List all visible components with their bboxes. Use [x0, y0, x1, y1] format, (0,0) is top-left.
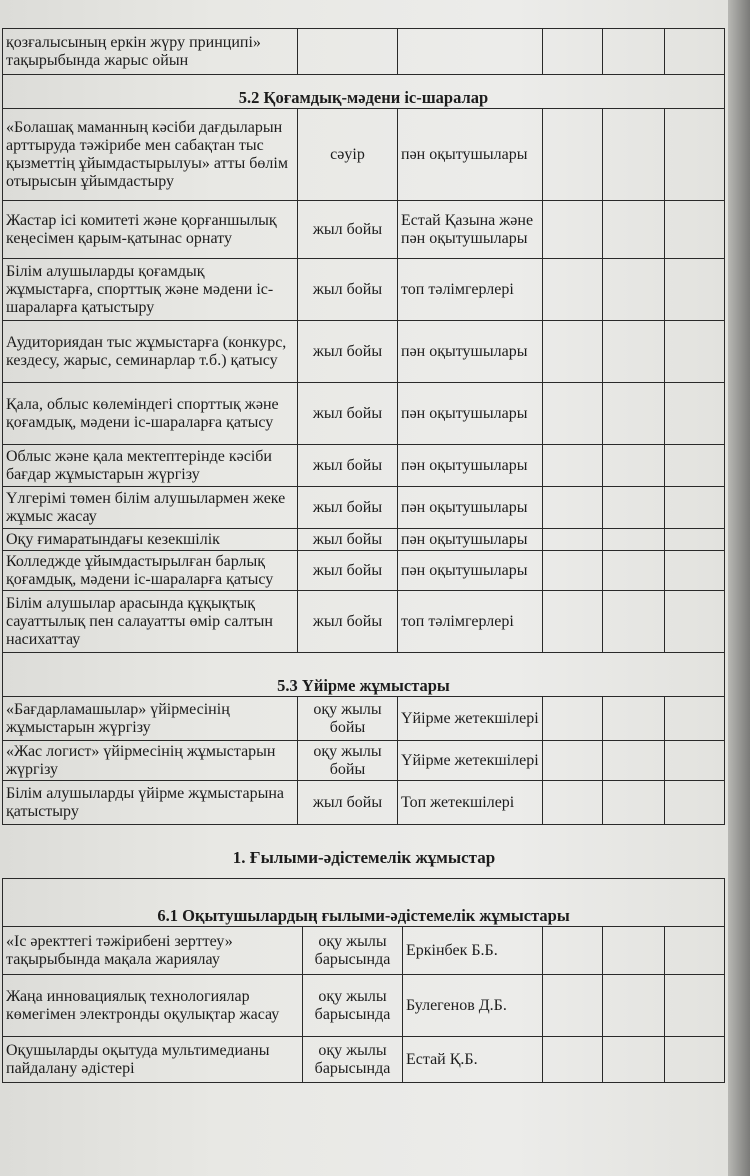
- responsible-cell: Естай Қ.Б.: [403, 1037, 543, 1083]
- empty-cell: [665, 927, 725, 975]
- empty-cell: [543, 975, 603, 1037]
- time-cell: жыл бойы: [298, 259, 398, 321]
- empty-cell: [543, 109, 603, 201]
- empty-cell: [603, 551, 665, 591]
- chapter-title: 1. Ғылыми-әдістемелік жұмыстар: [232, 848, 496, 867]
- empty-cell: [543, 927, 603, 975]
- empty-cell: [603, 529, 665, 551]
- time-cell: оқу жылы барысында: [303, 975, 403, 1037]
- activity-cell: Оқу ғимаратындағы кезекшілік: [3, 529, 298, 551]
- activity-cell: Колледжде ұйымдастырылған барлық қоғамдық, мәдени іс-шараларға қатысу: [3, 551, 298, 591]
- empty-cell: [603, 697, 665, 741]
- page-edge-shadow: [728, 0, 750, 1176]
- activity-cell: «Іс әректтегі тәжірибені зерттеу» тақырыбында мақала жариялау: [3, 927, 303, 975]
- empty-cell: [665, 551, 725, 591]
- time-cell: оқу жылы барысында: [303, 1037, 403, 1083]
- responsible-cell: пән оқытушылары: [398, 551, 543, 591]
- table-row: [3, 487, 725, 529]
- responsible-cell: пән оқытушылары: [398, 383, 543, 445]
- methodology-table: [2, 878, 725, 1083]
- empty-cell: [603, 741, 665, 781]
- empty-cell: [543, 697, 603, 741]
- empty-cell: [543, 591, 603, 653]
- empty-cell: [665, 487, 725, 529]
- table-row: [3, 1037, 725, 1083]
- activity-cell: Қала, облыс көлеміндегі спорттық және қоғамдық, мәдени іс-шараларға қатысу: [3, 383, 298, 445]
- empty-cell: [665, 697, 725, 741]
- time-cell: жыл бойы: [298, 487, 398, 529]
- section-header-6-1: [3, 879, 725, 927]
- section-title: 6.1 Оқытушылардың ғылыми-әдістемелік жұмыстары: [3, 879, 725, 927]
- table-row: [3, 551, 725, 591]
- table-row: [3, 29, 725, 75]
- table-row: [3, 741, 725, 781]
- empty-cell: [665, 781, 725, 825]
- section-header-5-3: [3, 653, 725, 697]
- responsible-cell: пән оқытушылары: [398, 529, 543, 551]
- empty-cell: [665, 1037, 725, 1083]
- empty-cell: [665, 321, 725, 383]
- table-row: [3, 201, 725, 259]
- responsible-cell: топ тәлімгерлері: [398, 259, 543, 321]
- time-cell: жыл бойы: [298, 551, 398, 591]
- empty-cell: [665, 383, 725, 445]
- empty-cell: [665, 975, 725, 1037]
- activity-cell: Аудиториядан тыс жұмыстарға (конкурс, кездесу, жарыс, семинарлар т.б.) қатысу: [3, 321, 298, 383]
- table-row: [3, 591, 725, 653]
- empty-cell: [543, 383, 603, 445]
- empty-cell: [543, 445, 603, 487]
- table-row: [3, 927, 725, 975]
- empty-cell: [543, 781, 603, 825]
- empty-cell: [543, 1037, 603, 1083]
- empty-cell: [603, 927, 665, 975]
- empty-cell: [665, 529, 725, 551]
- table-row: [3, 259, 725, 321]
- empty-cell: [543, 201, 603, 259]
- empty-cell: [298, 29, 398, 75]
- empty-cell: [603, 259, 665, 321]
- responsible-cell: Үйірме жетекшілері: [398, 697, 543, 741]
- empty-cell: [603, 29, 665, 75]
- responsible-cell: Естай Қазына және пән оқытушылары: [398, 201, 543, 259]
- table-row: [3, 697, 725, 741]
- responsible-cell: Үйірме жетекшілері: [398, 741, 543, 781]
- section-title: 5.2 Қоғамдық-мәдени іс-шаралар: [3, 75, 725, 109]
- activity-cell: Білім алушылар арасында құқықтық сауаттылық пен салауатты өмір салтын насихаттау: [3, 591, 298, 653]
- empty-cell: [603, 383, 665, 445]
- empty-cell: [665, 445, 725, 487]
- activity-cell: Үлгерімі төмен білім алушылармен жеке жұмыс жасау: [3, 487, 298, 529]
- time-cell: оқу жылы барысында: [303, 927, 403, 975]
- table-row: [3, 383, 725, 445]
- responsible-cell: Еркінбек Б.Б.: [403, 927, 543, 975]
- time-cell: жыл бойы: [298, 201, 398, 259]
- time-cell: жыл бойы: [298, 321, 398, 383]
- table-row: [3, 529, 725, 551]
- table-row: [3, 321, 725, 383]
- responsible-cell: Булегенов Д.Б.: [403, 975, 543, 1037]
- empty-cell: [543, 487, 603, 529]
- section-header-5-2: [3, 75, 725, 109]
- section-title: 5.3 Үйірме жұмыстары: [3, 653, 725, 697]
- time-cell: жыл бойы: [298, 383, 398, 445]
- empty-cell: [603, 201, 665, 259]
- time-cell: сәуір: [298, 109, 398, 201]
- empty-cell: [603, 781, 665, 825]
- activity-cell: «Бағдарламашылар» үйірмесінің жұмыстарын жүргізу: [3, 697, 298, 741]
- empty-cell: [603, 109, 665, 201]
- activity-cell: Облыс және қала мектептерінде кәсіби бағдар жұмыстарын жүргізу: [3, 445, 298, 487]
- responsible-cell: Топ жетекшілері: [398, 781, 543, 825]
- empty-cell: [665, 259, 725, 321]
- empty-cell: [603, 975, 665, 1037]
- empty-cell: [603, 445, 665, 487]
- empty-cell: [543, 551, 603, 591]
- activity-cell: «Жас логист» үйірмесінің жұмыстарын жүргізу: [3, 741, 298, 781]
- time-cell: оқу жылы бойы: [298, 741, 398, 781]
- empty-cell: [603, 487, 665, 529]
- activity-cell: Оқушыларды оқытуда мультимедианы пайдалану әдістері: [3, 1037, 303, 1083]
- activity-cell: Жастар ісі комитеті және қорғаншылық кеңесімен қарым-қатынас орнату: [3, 201, 298, 259]
- table-row: [3, 781, 725, 825]
- empty-cell: [665, 29, 725, 75]
- empty-cell: [398, 29, 543, 75]
- time-cell: жыл бойы: [298, 529, 398, 551]
- empty-cell: [543, 321, 603, 383]
- activity-cell: «Болашақ маманның кәсіби дағдыларын арттыруда тәжірибе мен сабақтан тыс қызметтің ұйымдастырылуы» атты бөлім отырысын ұйымдастыру: [3, 109, 298, 201]
- empty-cell: [665, 591, 725, 653]
- table-row: [3, 445, 725, 487]
- responsible-cell: пән оқытушылары: [398, 445, 543, 487]
- activity-cell: Білім алушыларды қоғамдық жұмыстарға, спорттық және мәдени іс-шараларға қатыстыру: [3, 259, 298, 321]
- time-cell: жыл бойы: [298, 591, 398, 653]
- table-row: [3, 975, 725, 1037]
- empty-cell: [543, 529, 603, 551]
- activity-cell: қозғалысының еркін жүру принципі» тақырыбында жарыс ойын: [3, 29, 298, 75]
- responsible-cell: пән оқытушылары: [398, 321, 543, 383]
- time-cell: жыл бойы: [298, 781, 398, 825]
- activity-cell: Білім алушыларды үйірме жұмыстарына қатыстыру: [3, 781, 298, 825]
- responsible-cell: пән оқытушылары: [398, 109, 543, 201]
- empty-cell: [603, 1037, 665, 1083]
- empty-cell: [543, 29, 603, 75]
- empty-cell: [543, 259, 603, 321]
- activity-cell: Жаңа инновациялық технологиялар көмегімен электронды оқулықтар жасау: [3, 975, 303, 1037]
- table-row: [3, 109, 725, 201]
- empty-cell: [665, 741, 725, 781]
- empty-cell: [543, 741, 603, 781]
- empty-cell: [603, 591, 665, 653]
- time-cell: оқу жылы бойы: [298, 697, 398, 741]
- empty-cell: [665, 109, 725, 201]
- empty-cell: [665, 201, 725, 259]
- responsible-cell: топ тәлімгерлері: [398, 591, 543, 653]
- responsible-cell: пән оқытушылары: [398, 487, 543, 529]
- plan-table: [2, 28, 725, 825]
- empty-cell: [603, 321, 665, 383]
- time-cell: жыл бойы: [298, 445, 398, 487]
